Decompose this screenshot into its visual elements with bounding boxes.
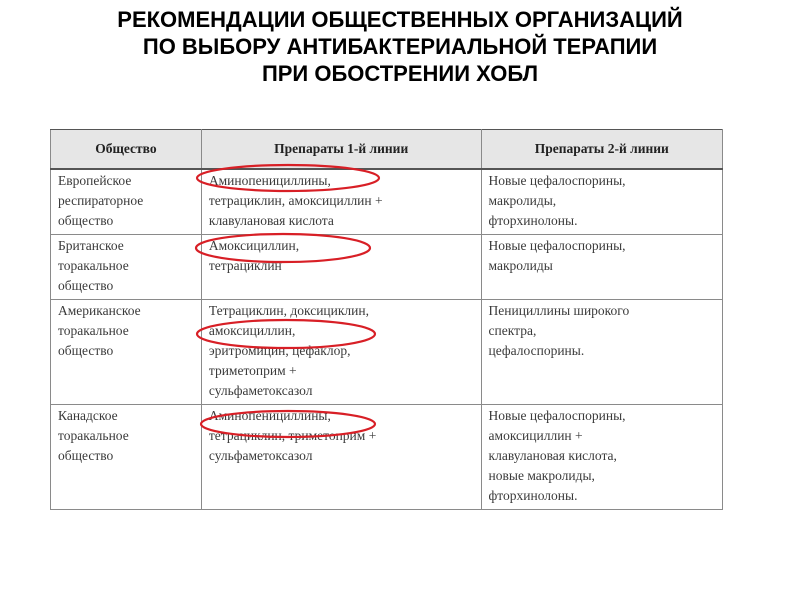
title-line: ПРИ ОБОСТРЕНИИ ХОБЛ: [261, 61, 539, 86]
cell-line: цефалоспорины.: [488, 343, 585, 358]
cell-line: Новые цефалоспорины,: [488, 408, 626, 423]
cell-line: Пенициллины широкого: [488, 303, 630, 318]
cell-line: тетрациклин, амоксициллин +: [208, 193, 383, 208]
table-row-canadian: [51, 405, 723, 510]
cell-society: [51, 405, 202, 510]
cell-second-line: [481, 405, 722, 510]
cell-line: макролиды: [488, 258, 553, 273]
cell-line: тетрациклин: [208, 258, 282, 273]
table-row-european: [51, 169, 723, 235]
cell-line: триметоприм +: [208, 363, 297, 378]
cell-line: Европейское: [58, 173, 132, 188]
cell-society: [51, 235, 202, 300]
cell-line: макролиды,: [488, 193, 557, 208]
cell-line: Тетрациклин, доксициклин,: [208, 303, 369, 318]
header-first-line: Препараты 1-й линии: [201, 130, 481, 170]
cell-first-line: [201, 300, 481, 405]
table-row-american: [51, 300, 723, 405]
cell-line: сульфаметоксазол: [208, 448, 313, 463]
cell-line: фторхинолоны.: [488, 213, 578, 228]
cell-line: торакальное: [58, 428, 129, 443]
cell-second-line: [481, 235, 722, 300]
cell-line: фторхинолоны.: [488, 488, 578, 503]
slide-title: [0, 6, 800, 87]
title-line: РЕКОМЕНДАЦИИ ОБЩЕСТВЕННЫХ ОРГАНИЗАЦИЙ: [117, 7, 683, 32]
cell-first-line: [201, 235, 481, 300]
cell-line: общество: [58, 278, 114, 293]
cell-line: Британское: [58, 238, 124, 253]
cell-line: амоксициллин +: [488, 428, 583, 443]
cell-line: респираторное: [58, 193, 144, 208]
header-society: Общество: [51, 130, 202, 170]
cell-line: общество: [58, 343, 114, 358]
recommendations-table: [50, 129, 723, 510]
cell-line: амоксициллин,: [208, 323, 296, 338]
title-line: ПО ВЫБОРУ АНТИБАКТЕРИАЛЬНОЙ ТЕРАПИИ: [142, 34, 658, 59]
cell-line: Амоксициллин,: [208, 238, 300, 253]
cell-line: торакальное: [58, 323, 129, 338]
cell-line: общество: [58, 448, 114, 463]
cell-line: эритромицин, цефаклор,: [208, 343, 351, 358]
cell-line: Аминопенициллины,: [208, 408, 331, 423]
cell-second-line: [481, 300, 722, 405]
table-header-row: [51, 130, 723, 170]
cell-line: клавулановая кислота: [208, 213, 334, 228]
cell-line: Новые цефалоспорины,: [488, 238, 626, 253]
cell-line: торакальное: [58, 258, 129, 273]
table-row-british: [51, 235, 723, 300]
cell-society: [51, 300, 202, 405]
cell-line: сульфаметоксазол: [208, 383, 313, 398]
cell-line: тетрациклин, триметоприм +: [208, 428, 377, 443]
cell-line: Американское: [58, 303, 141, 318]
cell-line: Аминопенициллины,: [208, 173, 331, 188]
cell-line: общество: [58, 213, 114, 228]
cell-line: клавулановая кислота,: [488, 448, 617, 463]
cell-first-line: [201, 405, 481, 510]
cell-line: Канадское: [58, 408, 118, 423]
cell-line: Новые цефалоспорины,: [488, 173, 626, 188]
cell-society: [51, 169, 202, 235]
cell-line: новые макролиды,: [488, 468, 595, 483]
cell-first-line: [201, 169, 481, 235]
header-second-line: Препараты 2-й линии: [481, 130, 722, 170]
cell-line: спектра,: [488, 323, 537, 338]
cell-second-line: [481, 169, 722, 235]
